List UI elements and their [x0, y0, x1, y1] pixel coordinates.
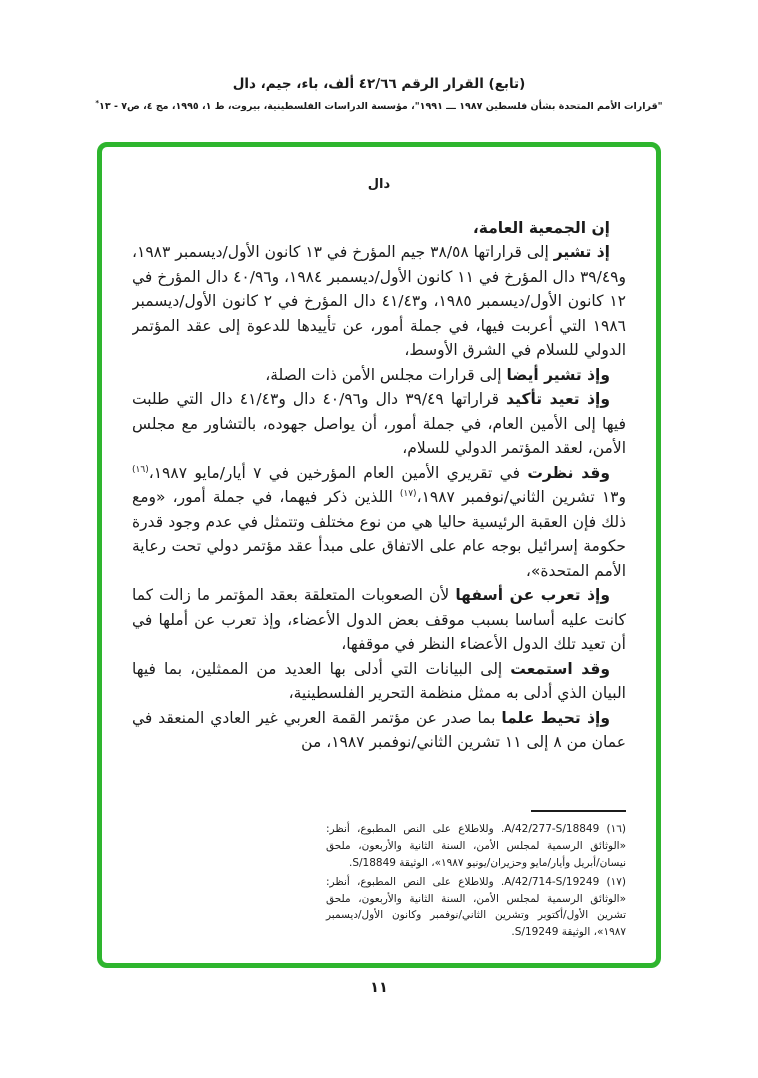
content-frame [97, 142, 661, 968]
paragraph: إذ تشير إلى قراراتها ٣٨/٥٨ جيم المؤرخ في ١٣ كانون الأول/ديسمبر ١٩٨٣، و٣٩/٤٩ دال المؤرخ في ١١ كانون الأول/ديسمبر ١٩٨٤، و٤٠/٩٦ دال المؤرخ في ١٢ كانون الأول/ديسمبر ١٩٨٥، و٤١/٤٣ دال المؤرخ في ٢ كانون الأول/ديسمبر ١٩٨٦ التي أعربت فيها، في جملة أمور، عن تأييدها للدعوة إلى عقد المؤتمر الدولي للسلام في الشرق الأوسط، [132, 243, 626, 360]
page-number: ١١ [370, 980, 388, 996]
paragraph: وإذ تعيد تأكيد قراراتها ٣٩/٤٩ دال و٤٠/٩٦ دال و٤١/٤٣ دال التي طلبت فيها إلى الأمين العام، في جملة أمور، أن يواصل جهوده، بالتشاور مع مجلس الأمن، لعقد المؤتمر الدولي للسلام، [132, 390, 626, 458]
paragraph: وقد استمعت إلى البيانات التي أدلى بها العديد من الممثلين، بما فيها البيان الذي أدلى به ممثل منظمة التحرير الفلسطينية، [132, 659, 626, 703]
footnote-reference: (١٦) [132, 464, 149, 475]
footnote-list [326, 821, 626, 941]
paragraph-lead: وقد استمعت [510, 659, 610, 678]
paragraph-lead: وقد نظرت [527, 463, 610, 482]
document-title: (تابع) القرار الرقم ٤٢/٦٦ ألف، باء، جيم، دال [232, 76, 526, 92]
paragraph: وقد نظرت في تقريري الأمين العام المؤرخين في ٧ أيار/مايو ١٩٨٧،$^{(١٦)}$ و١٣ تشرين الثاني/نوفمبر ١٩٨٧،$^{(١٧)}$ اللذين ذكر فيهما، في جملة أمور، «ومع ذلك فإن العقبة الرئيسية حاليا هي من نوع مختلف وتتمثل في عدم وجود قدرة حكومة إسرائيل بوجه عام على الاتفاق على مبدأ عقد مؤتمر دولي تحت رعاية الأمم المتحدة»، [132, 463, 626, 580]
paragraph: وإذ تحيط علما بما صدر عن مؤتمر القمة العربي غير العادي المنعقد في عمان من ٨ إلى ١١ تشرين الثاني/نوفمبر ١٩٨٧، من [132, 708, 626, 752]
footnote-reference: (١٧) [399, 489, 417, 500]
section-letter: دال [367, 177, 391, 192]
footnote: (١٦) A/42/277-S/18849. وللاطلاع على النص المطبوع، أنظر: «الوثائق الرسمية لمجلس الأمن، السنة الثانية والأربعون، ملحق نيسان/أبريل وأيار/مايو وحزيران/يونيو ١٩٨٧»، الوثيقة S/18849. [326, 823, 626, 870]
paragraph: وإذ تشير أيضا إلى قرارات مجلس الأمن ذات الصلة، [265, 365, 610, 384]
paragraph-lead: وإذ تعرب عن أسفها [455, 586, 610, 605]
footnotes-section [132, 800, 626, 943]
source-citation-text: "قرارات الأمم المتحدة بشأن فلسطين ١٩٨٧ ـــ ١٩٩١"، مؤسسة الدراسات الفلسطينية، بيروت، ط ١، ١٩٩٥، مج ٤، ص٧ - ١٣ [99, 101, 663, 113]
footnote-separator [531, 810, 626, 812]
body-paragraphs [132, 216, 626, 755]
citation-asterisk: * [95, 99, 100, 107]
source-citation [0, 99, 758, 112]
footnote-marker: (١٦) [606, 823, 626, 836]
paragraph-lead: وإذ تحيط علما [501, 708, 610, 727]
paragraph [132, 216, 626, 240]
footnote-marker: (١٧) [606, 875, 626, 888]
footnote: (١٧) A/42/714-S/19249. وللاطلاع على النص المطبوع، أنظر: «الوثائق الرسمية لمجلس الأمن، السنة الثانية والأربعون، ملحق تشرين الأول/أكتوبر وتشرين الثاني/نوفمبر وكانون الأول/ديسمبر ١٩٨٧»، الوثيقة S/19249. [326, 875, 626, 939]
paragraph-lead: إن الجمعية العامة، [472, 219, 610, 237]
paragraph: وإذ تعرب عن أسفها لأن الصعوبات المتعلقة بعقد المؤتمر ما زالت كما كانت عليه أساسا بسبب موقف بعض الدول الأعضاء، وإذ تعرب عن أملها في أن تعيد تلك الدول الأعضاء النظر في موقفها، [132, 586, 626, 654]
document-header [0, 76, 758, 112]
paragraph-lead: إذ تشير [553, 243, 610, 262]
paragraph-lead: وإذ تعيد تأكيد [506, 390, 611, 409]
paragraph-lead: وإذ تشير أيضا [506, 365, 610, 384]
